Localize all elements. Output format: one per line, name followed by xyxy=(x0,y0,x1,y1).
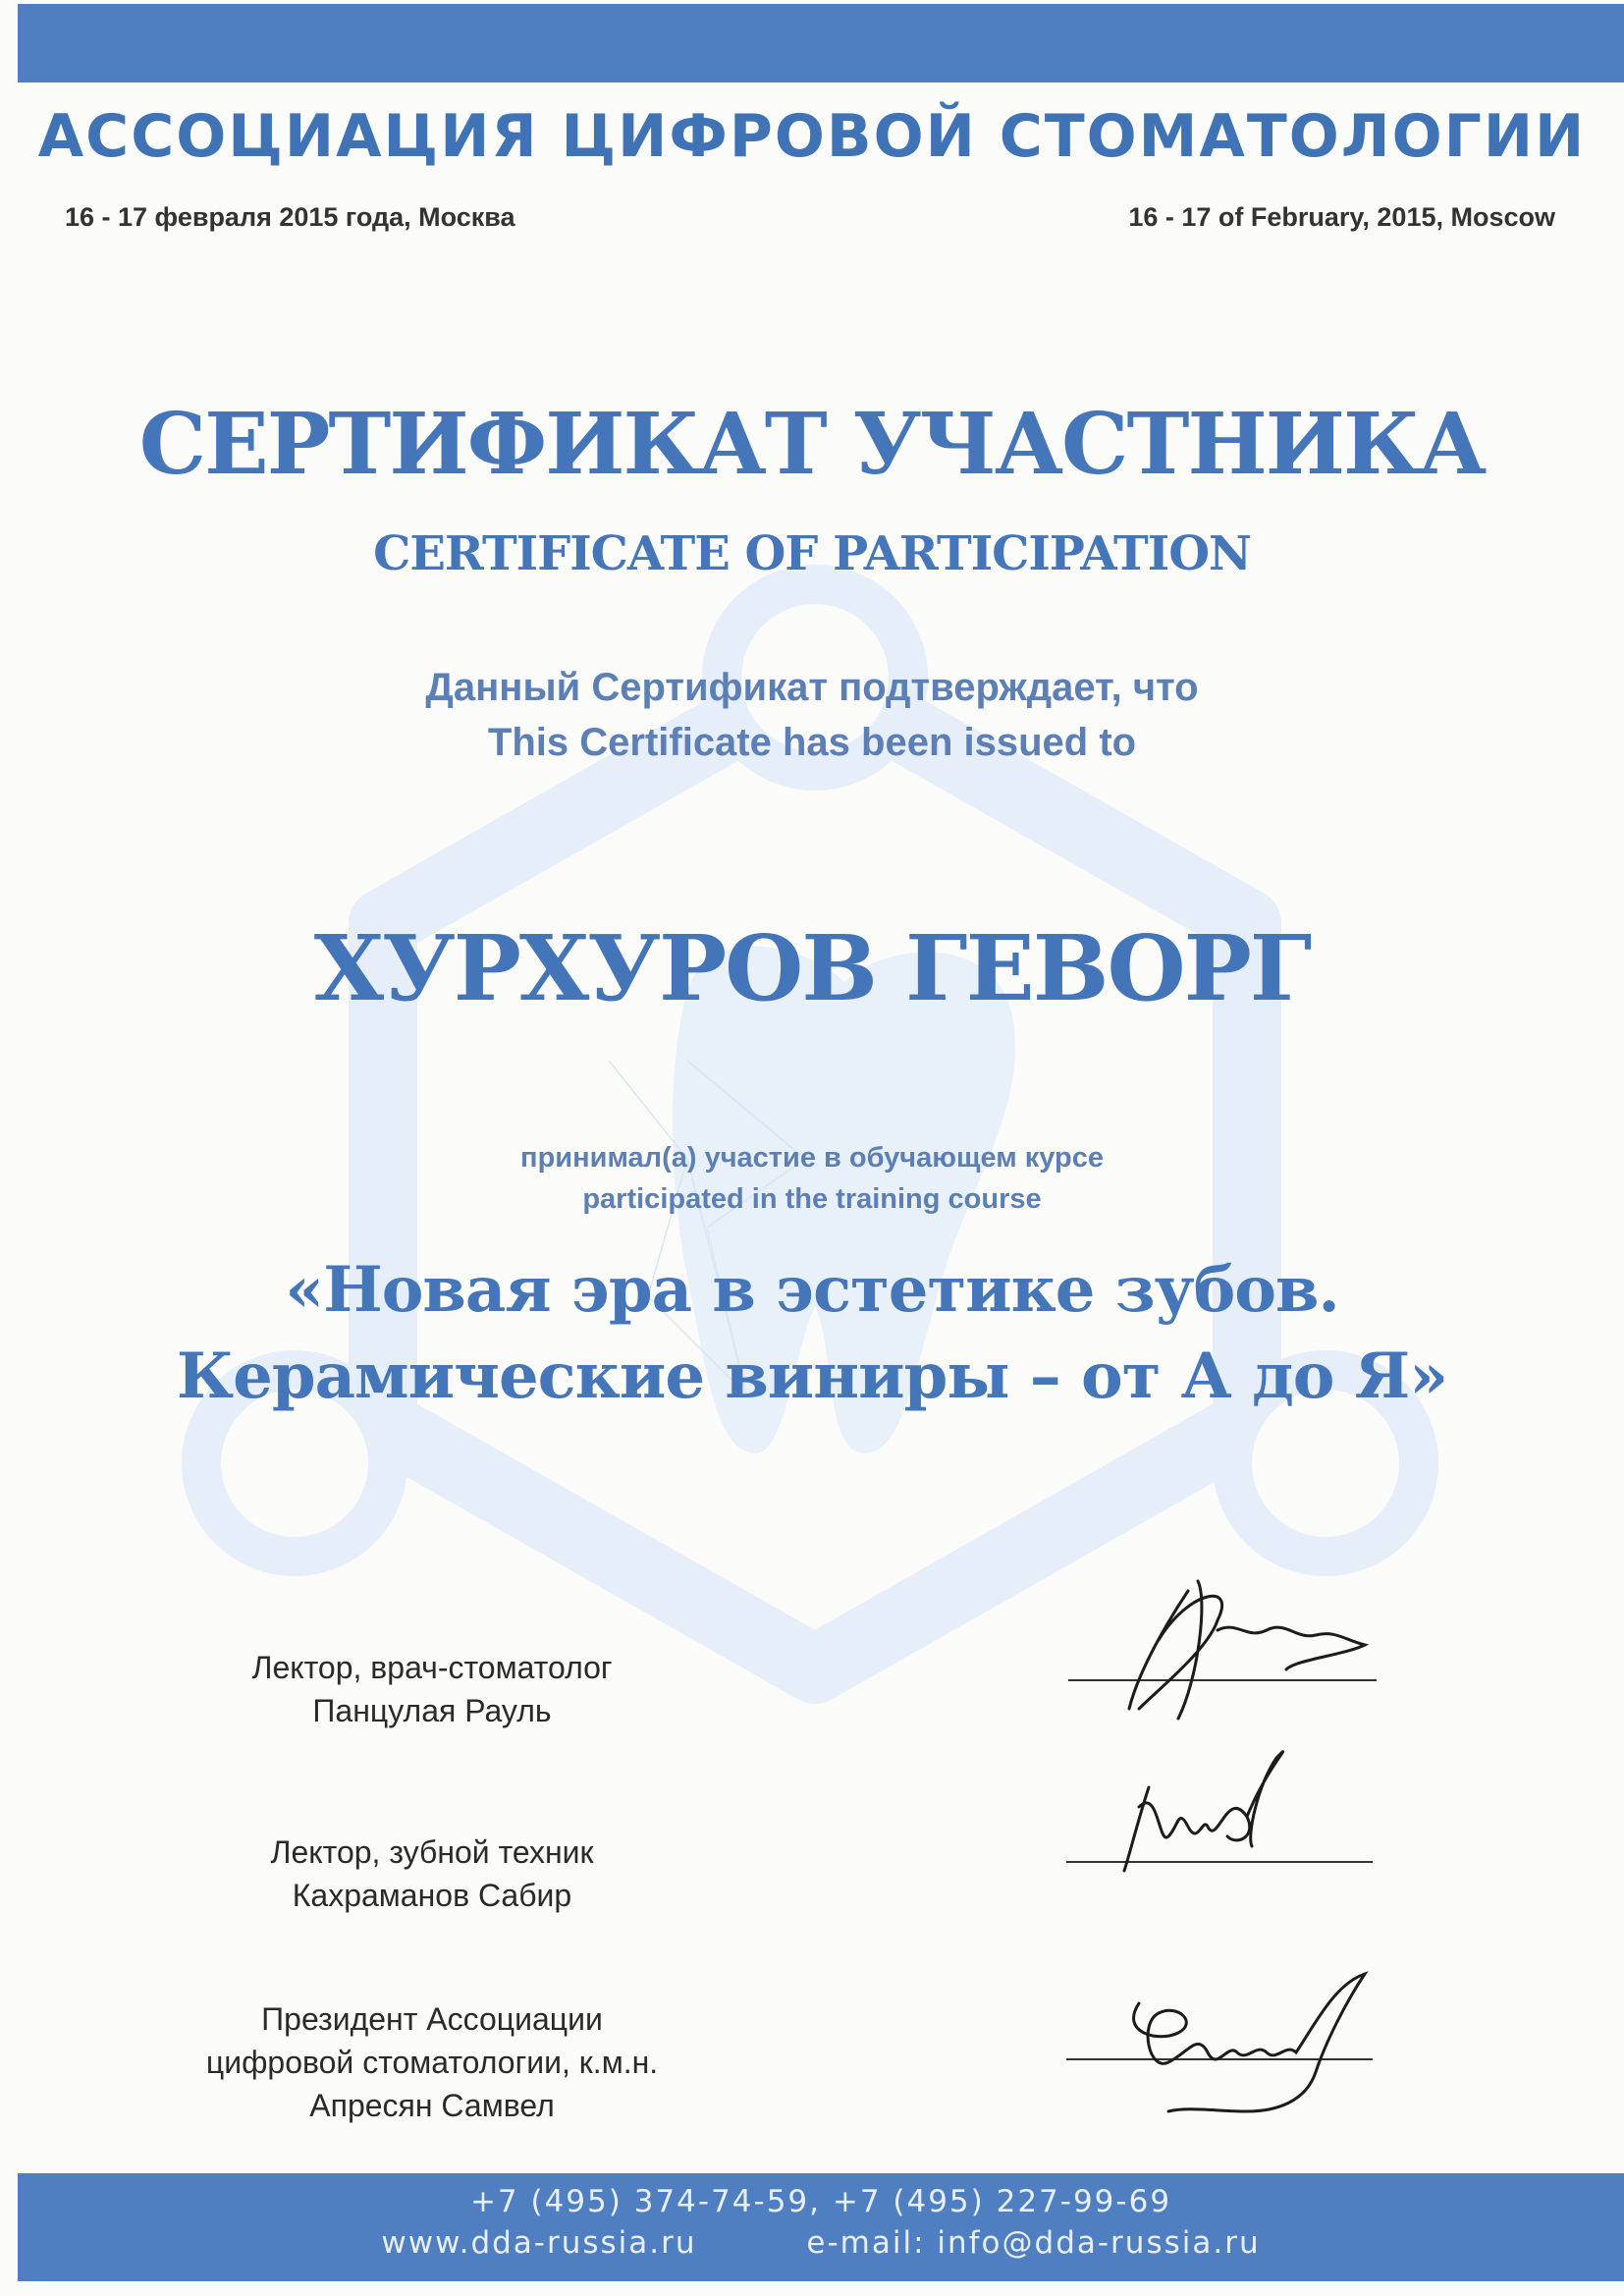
course-title-line-2: Керамические виниры – от А до Я» xyxy=(176,1339,1448,1413)
issued-to-en: This Certificate has been issued to xyxy=(487,721,1137,764)
certificate-title-ru: СЕРТИФИКАТ УЧАСТНИКА xyxy=(138,395,1486,494)
issued-to-ru: Данный Сертификат подтверждает, что xyxy=(425,666,1199,709)
signer-role-line-2: цифровой стоматологии, к.м.н. xyxy=(205,2045,659,2080)
signer-role-line-1: Президент Ассоциации xyxy=(261,2001,603,2037)
signer-lecturer-dentist xyxy=(177,1646,687,1732)
association-name: АССОЦИАЦИЯ ЦИФРОВОЙ СТОМАТОЛОГИИ xyxy=(37,102,1587,171)
signer-name: Апресян Самвел xyxy=(309,2088,555,2123)
email-link[interactable]: e-mail: info@dda-russia.ru xyxy=(806,2225,1261,2261)
contact-web-row xyxy=(18,2225,1624,2261)
signature-2-icon xyxy=(1110,1728,1306,1876)
certificate-title-en: CERTIFICATE OF PARTICIPATION xyxy=(373,526,1251,581)
contact-phones: +7 (495) 374-74-59, +7 (495) 227-99-69 xyxy=(469,2184,1172,2219)
website-link[interactable]: www.dda-russia.ru xyxy=(381,2225,697,2261)
participation-en: participated in the training course xyxy=(582,1183,1042,1215)
signature-3-icon xyxy=(1100,1964,1394,2131)
event-date-ru: 16 - 17 февраля 2015 года, Москва xyxy=(65,202,515,232)
signer-role: Лектор, врач-стоматолог xyxy=(251,1650,613,1685)
signature-1-icon xyxy=(1100,1561,1394,1728)
course-title-line-1: «Новая эра в эстетике зубов. xyxy=(285,1253,1339,1327)
course-title xyxy=(0,1247,1624,1420)
recipient-name: ХУРХУРОВ ГЕВОРГ xyxy=(313,915,1311,1021)
signer-name: Панцулая Рауль xyxy=(312,1693,552,1728)
signer-name: Кахраманов Сабир xyxy=(292,1878,572,1913)
event-date-en: 16 - 17 of February, 2015, Moscow xyxy=(1128,202,1555,232)
issued-to-text xyxy=(0,660,1624,770)
signer-president xyxy=(137,1997,727,2127)
signer-role: Лектор, зубной техник xyxy=(270,1834,594,1870)
participation-ru: принимал(а) участие в обучающем курсе xyxy=(520,1142,1104,1174)
signer-lecturer-technician xyxy=(177,1831,687,1917)
participation-text xyxy=(0,1137,1624,1220)
